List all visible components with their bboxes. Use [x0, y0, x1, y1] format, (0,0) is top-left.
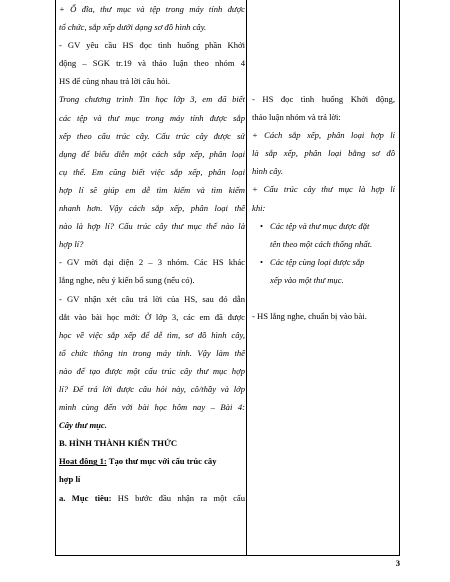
bullet-text-cont: tên theo một cách thống nhất. [270, 238, 373, 249]
goal-label: a. Mục tiêu: [59, 492, 112, 503]
activity-title: Tạo thư mục với cấu trúc cây [106, 456, 217, 467]
bullet-item [252, 217, 395, 235]
teacher-text-line: các tệp và thư mục trong máy tính được sắp [59, 112, 245, 123]
teacher-text-line: lí? Để trả lời được câu hỏi này, cô/thầy và lớp [59, 383, 245, 394]
student-reply: - HS lắng nghe, chuẩn bị vào bài. [252, 311, 367, 322]
teacher-text-line: tổ chức thông tin trong máy tính. Vậy làm thế [59, 347, 245, 358]
teacher-text-line: - GV yêu cầu HS đọc tình huống phần Khởi [59, 40, 245, 51]
teacher-text-line: hợp lí sẽ giúp em dễ tìm kiếm và tìm kiếm [59, 184, 245, 195]
student-text-line: + Cách sắp xếp, phân loại hợp lí [252, 130, 395, 141]
teacher-text-line: nào là hợp lí? Cấu trúc cây thư mục thế nào là [59, 221, 245, 232]
bullet-dot-icon: • [260, 220, 264, 231]
teacher-text-line: - GV nhận xét câu trả lời của HS, sau đó dẫn [59, 293, 245, 304]
section-heading: B. HÌNH THÀNH KIẾN THỨC [59, 438, 178, 449]
student-column [252, 0, 395, 325]
student-text-line: thảo luận nhóm và trả lời: [252, 112, 341, 123]
bullet-text-cont: xếp vào một thư mục. [270, 274, 344, 285]
student-text-line: hình cây. [252, 166, 284, 177]
teacher-activity-text [59, 0, 245, 434]
teacher-text-line: dắt vào bài học mới: Ở lớp 3, các em đã được [59, 311, 245, 322]
teacher-text-line: động – SGK tr.19 và thảo luận theo nhóm 4 [59, 58, 245, 69]
teacher-text-line: nào để tạo được một cấu trúc cây thư mục hợp [59, 365, 245, 376]
teacher-text-line: tổ chức, sắp xếp dưới dạng sơ đồ hình cây. [59, 22, 207, 33]
student-text-line: là sắp xếp, phân loại bằng sơ đồ [252, 148, 395, 159]
teacher-text-line: + Ổ đĩa, thư mục và tệp trong máy tính được [59, 4, 245, 14]
activity-title-cont: hợp lí [59, 474, 81, 485]
goal-text: HS bước đầu nhận ra một cấu [111, 492, 245, 503]
activity-label: Hoạt động 1: [59, 456, 107, 467]
teacher-column [59, 0, 245, 507]
teacher-text-line: HS để cùng nhau trả lời câu hỏi. [59, 76, 170, 87]
bullet-text: Các tệp và thư mục được đặt [270, 220, 370, 231]
teacher-text-line: dụng để biểu diễn một cách sắp xếp, phân loại [59, 148, 245, 159]
activity-heading [59, 452, 245, 470]
teacher-text-line: nhanh hơn. Vậy cách sắp xếp, phân loại thế [59, 203, 245, 214]
teacher-text-line: Trong chương trình Tin học lớp 3, em đã biết [59, 94, 245, 105]
student-response-text [252, 90, 395, 217]
page-number: 3 [395, 558, 400, 568]
bullet-list [252, 217, 395, 289]
column-divider [246, 0, 247, 556]
teacher-text-line: - GV mời đại diện 2 – 3 nhóm. Các HS khác [59, 257, 245, 268]
bullet-text: Các tệp cùng loại được sắp [270, 256, 365, 267]
bullet-dot-icon: • [260, 256, 264, 267]
teacher-text-line: mình cùng đến với bài học hôm nay – Bài 4: [59, 402, 245, 413]
teacher-text-line: xếp theo cấu trúc cây. Cấu trúc cây được sử [59, 130, 245, 141]
student-text-line: khi: [252, 202, 266, 213]
teacher-text-line: Cây thư mục. [59, 420, 107, 431]
student-text-line: - HS đọc tình huống Khởi động, [252, 94, 395, 104]
student-text-line: + Cấu trúc cây thư mục là hợp lí [252, 184, 395, 195]
teacher-text-line: lắng nghe, nêu ý kiến bổ sung (nếu có). [59, 275, 195, 286]
teacher-text-line: cụ thể. Em cũng biết việc sắp xếp, phân loại [59, 166, 245, 177]
bullet-item [252, 253, 395, 271]
teacher-text-line: học về việc sắp xếp để dễ tìm, sơ đồ hình cây, [59, 329, 245, 340]
goal-line [59, 489, 245, 507]
teacher-text-line: hợp lí? [59, 239, 84, 250]
